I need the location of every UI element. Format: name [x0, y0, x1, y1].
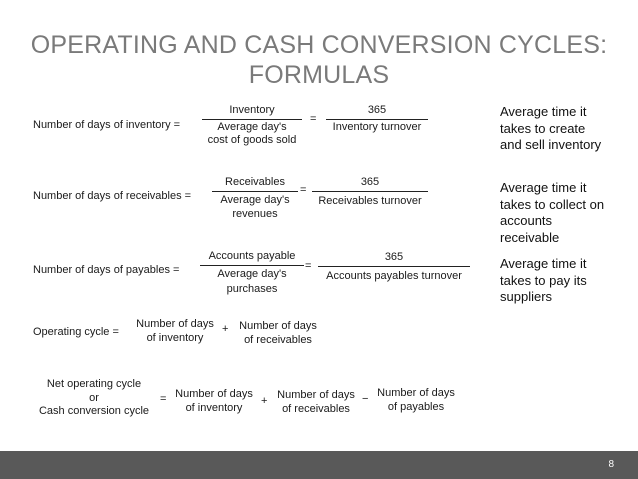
- formula-label: Number of days of receivables =: [33, 190, 192, 202]
- equals-sign: =: [305, 260, 312, 272]
- term-line2: of inventory: [146, 332, 204, 344]
- term-line1: Number of days: [175, 388, 253, 400]
- formula-label: Operating cycle =: [33, 326, 119, 338]
- fraction-bar: [212, 191, 298, 192]
- fraction-bar: [326, 119, 428, 120]
- slide-title-line1: OPERATING AND CASH CONVERSION CYCLES:: [30, 31, 608, 59]
- fraction-bar: [312, 191, 428, 192]
- denominator: Accounts payables turnover: [326, 270, 462, 282]
- numerator: 365: [360, 176, 380, 188]
- label-line1: Net operating cycle: [46, 378, 142, 390]
- denominator-line2: purchases: [226, 283, 278, 295]
- plus-sign: +: [222, 323, 229, 335]
- denominator-line2: revenues: [232, 208, 278, 220]
- numerator: Inventory: [229, 104, 275, 116]
- equals-sign: =: [310, 113, 317, 125]
- numerator: Accounts payable: [208, 250, 296, 262]
- description-inventory: Average time it takes to create and sell inventory: [500, 104, 602, 152]
- fraction-bar: [318, 266, 470, 267]
- page-number: 8: [608, 459, 614, 470]
- formula-label: Number of days of inventory =: [33, 119, 181, 131]
- equals-sign: =: [160, 393, 167, 405]
- fraction-bar: [200, 265, 304, 266]
- denominator-line2: cost of goods sold: [207, 134, 297, 146]
- term-line2: Number of days: [277, 389, 355, 401]
- minus-sign: −: [362, 393, 369, 405]
- description-payables: Average time it takes to pay its suppliers: [500, 256, 587, 304]
- denominator-line1: Average day's: [217, 268, 287, 280]
- numerator: 365: [384, 251, 404, 263]
- term-line1: Number of days: [377, 387, 455, 399]
- description-receivables: Average time it takes to collect on accounts receivable: [500, 180, 605, 245]
- footer-bar: [0, 451, 638, 479]
- label-line2: or: [89, 392, 99, 404]
- denominator-line1: Average day's: [220, 194, 290, 206]
- fraction-bar: [202, 119, 302, 120]
- term-line2: of receivables: [244, 334, 312, 346]
- slide-title-line2: FORMULAS: [248, 61, 390, 89]
- formula-label: Number of days of payables =: [33, 264, 180, 276]
- denominator: Inventory turnover: [332, 121, 422, 133]
- denominator: Receivables turnover: [318, 195, 422, 207]
- plus-sign: +: [261, 395, 268, 407]
- term-line1: Number of days: [136, 318, 214, 330]
- term-line2: of inventory: [185, 402, 243, 414]
- numerator: Receivables: [225, 176, 285, 188]
- term-line1: Number of days: [239, 320, 317, 332]
- label-line3: Cash conversion cycle: [38, 405, 150, 417]
- equals-sign: =: [300, 184, 307, 196]
- numerator: 365: [367, 104, 387, 116]
- denominator-line1: Average day's: [217, 121, 287, 133]
- term-line2: of payables: [387, 401, 445, 413]
- term-line2: of receivables: [282, 403, 350, 415]
